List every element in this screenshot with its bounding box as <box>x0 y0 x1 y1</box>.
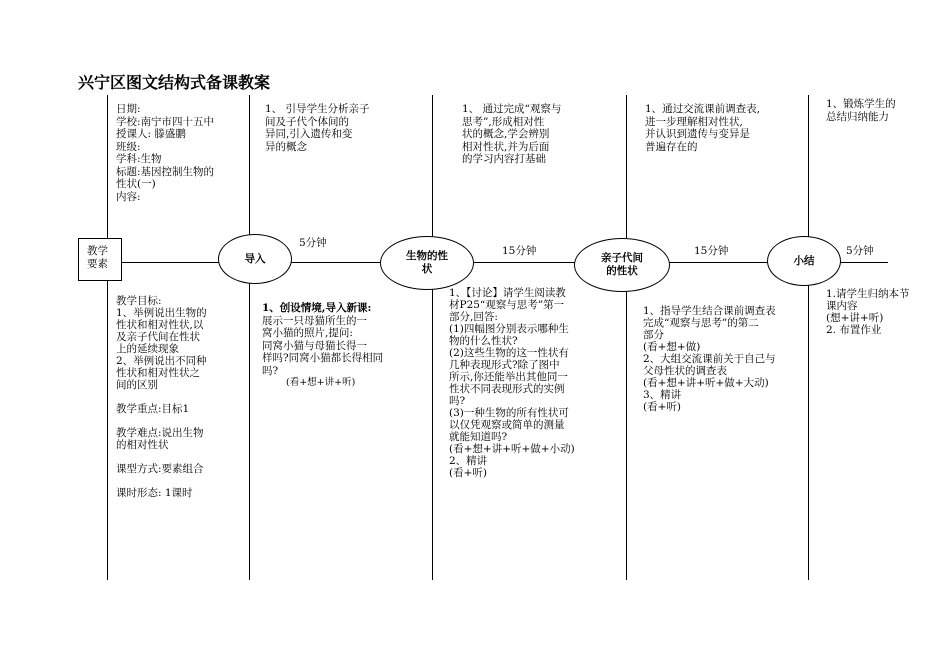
page-title: 兴宁区图文结构式备课教案 <box>78 73 271 92</box>
node-intro: 导入 <box>218 234 292 284</box>
node-summary: 小结 <box>767 236 841 286</box>
teaching-objectives: 教学目标: 1、举例说出生物的 性状和相对性状,以 及亲子代间在性状 上的延续现象 2、举例说出不同种 性状和相对性状之 间的区别 教学重点:目标1 教学难点:说出生物 的相对性状 课型方式:要素组合 课时形态: 1课时 <box>116 295 207 499</box>
duration-intro: 5分钟 <box>299 237 327 249</box>
duration-traits: 15分钟 <box>502 245 537 257</box>
activity-intro-note: (看+想+讲+听) <box>286 377 356 388</box>
goal-summary: 1、锻炼学生的 总结归纳能力 <box>826 98 896 123</box>
activity-intro <box>262 302 383 390</box>
activity-intro-title: 1、创设情境,导入新课: <box>262 302 372 314</box>
goal-parent: 1、通过交流课前调查表, 进一步理解相对性状, 并认识到遗传与变异是 普遍存在的 <box>645 103 761 153</box>
goal-intro: 1、 引导学生分析亲子 间及子代个体间的 异同,引入遗传和变 异的概念 <box>265 103 370 153</box>
activity-traits: 1、【讨论】请学生阅读教 材P25“观察与思考”第一 部分,回答: (1)四幅图分别表示哪种生 物的什么性状? (2)这些生物的这一性状有 几种表现形式?除了图中 所示,你还能举出其他同一 性状不同表现形式的实例 吗? (3)一种生物的所有性状可 以仅凭观察或简单的测量 就能知道吗? (看+想+讲+听+做+小动) 2、精讲 (看+听) <box>449 287 575 479</box>
column-line-5 <box>808 95 809 580</box>
column-line-3 <box>432 95 433 580</box>
node-traits: 生物的性 状 <box>380 236 474 290</box>
goal-traits: 1、 通过完成“观察与 思考”,形成相对性 状的概念,学会辨别 相对性状,并为后面 的学习内容打基础 <box>462 103 562 165</box>
duration-summary: 5分钟 <box>846 245 874 257</box>
column-line-1 <box>107 95 108 580</box>
duration-parent: 15分钟 <box>694 245 729 257</box>
column-line-4 <box>626 95 627 580</box>
lesson-info: 日期: 学校:南宁市四十五中 授课人: 滕盛鹏 班级: 学科:生物 标题:基因控制生物的 性状(一) 内容: <box>116 103 215 203</box>
teaching-elements-box: 教学 要素 <box>78 238 122 281</box>
activity-parent: 1、指导学生结合课前调查表 完成“观察与思考”的第二 部分 (看+想+做) 2、大组交流课前关于自己与 父母性状的调查表 (看+想+讲+听+做+大动) 3、精讲 (看+听) <box>643 305 776 413</box>
activity-intro-body: 展示一只母猫所生的一 窝小猫的照片,提问: 同窝小猫与母猫长得一 样吗?同窝小猫都长得相同 吗? <box>262 314 384 377</box>
column-line-2 <box>249 95 250 580</box>
node-parent-offspring: 亲子代间 的性状 <box>574 238 670 292</box>
activity-summary: 1.请学生归纳本节 课内容 (想+讲+听) 2. 布置作业 <box>826 288 910 336</box>
